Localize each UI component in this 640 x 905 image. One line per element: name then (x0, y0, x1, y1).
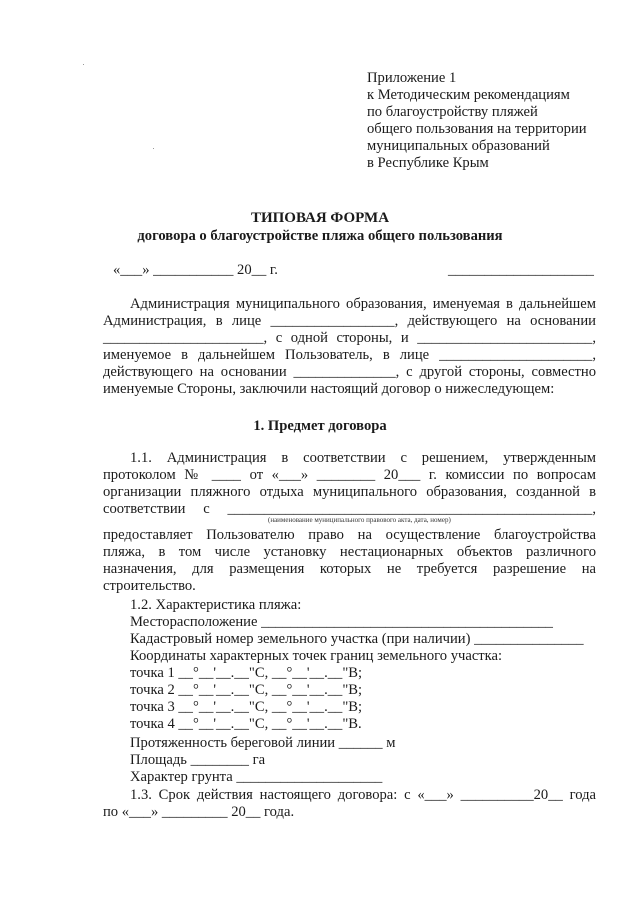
appendix-line: общего пользования на территории (367, 121, 587, 137)
document-title: ТИПОВАЯ ФОРМА (250, 210, 390, 226)
clause-line: Характер грунта ____________________ (130, 769, 383, 785)
clause-line: пляжа, в том числе установку нестационарных объектов различного (103, 544, 596, 560)
clause-line: протоколом № ____ от «___» ________ 20___ г. комиссии по вопросам (103, 467, 596, 483)
clause-line: строительство. (103, 578, 196, 594)
intro-line: ______________________, с одной стороны, и ________________________, (103, 330, 596, 346)
intro-line: Администрация, в лице _________________, действующего на основании (103, 313, 596, 329)
coordinate-line: точка 2 __°__'__.__"С, __°__'__.__"В; (130, 682, 363, 698)
intro-line: Администрация муниципального образования, именуемая в дальнейшем (130, 296, 596, 312)
date-line: «___» ___________ 20__ г. (113, 262, 278, 278)
intro-line: именуемое в дальнейшем Пользователь, в лице _____________________, (103, 347, 596, 363)
appendix-line: к Методическим рекомендациям (367, 87, 570, 103)
clause-line: по «___» _________ 20__ года. (103, 804, 295, 820)
appendix-line: в Республике Крым (367, 155, 489, 171)
clause-line: 1.1. Администрация в соответствии с решением, утвержденным (130, 450, 596, 466)
intro-line: именуемые Стороны, заключили настоящий договор о нижеследующем: (103, 381, 555, 397)
coordinate-line: точка 1 __°__'__.__"С, __°__'__.__"В; (130, 665, 363, 681)
clause-line: назначения, для размещения которых не требуется разрешение на (103, 561, 596, 577)
field-note: (наименование муниципального правового акта, дата, номер) (268, 516, 451, 524)
clause-line: Координаты характерных точек границ земельного участка: (130, 648, 503, 664)
appendix-line: по благоустройству пляжей (367, 104, 538, 120)
intro-line: действующего на основании ______________, с другой стороны, совместно (103, 364, 596, 380)
clause-line: Кадастровый номер земельного участка (при наличии) _______________ (130, 631, 584, 647)
section-title: 1. Предмет договора (253, 418, 387, 434)
clause-line: Площадь ________ га (130, 752, 266, 768)
clause-line: 1.2. Характеристика пляжа: (130, 597, 302, 613)
coordinate-line: точка 4 __°__'__.__"С, __°__'__.__"В. (130, 716, 362, 732)
place-line: ____________________ (448, 262, 594, 278)
scan-speck (153, 148, 154, 149)
scan-speck (83, 64, 84, 65)
clause-line: организации пляжного отдыха муниципального образования, созданной в (103, 484, 596, 500)
clause-line: предоставляет Пользователю право на осуществление благоустройства (103, 527, 596, 543)
appendix-line: муниципальных образований (367, 138, 550, 154)
appendix-line: Приложение 1 (367, 70, 457, 86)
clause-line: Месторасположение ________________________________________ (130, 614, 553, 630)
clause-line: соответствии с __________________________________________________, (103, 501, 596, 517)
clause-line: Протяженность береговой линии ______ м (130, 735, 396, 751)
document-subtitle: договора о благоустройстве пляжа общего пользования (137, 228, 503, 244)
clause-line: 1.3. Срок действия настоящего договора: с «___» __________20__ года (130, 787, 596, 803)
coordinate-line: точка 3 __°__'__.__"С, __°__'__.__"В; (130, 699, 363, 715)
